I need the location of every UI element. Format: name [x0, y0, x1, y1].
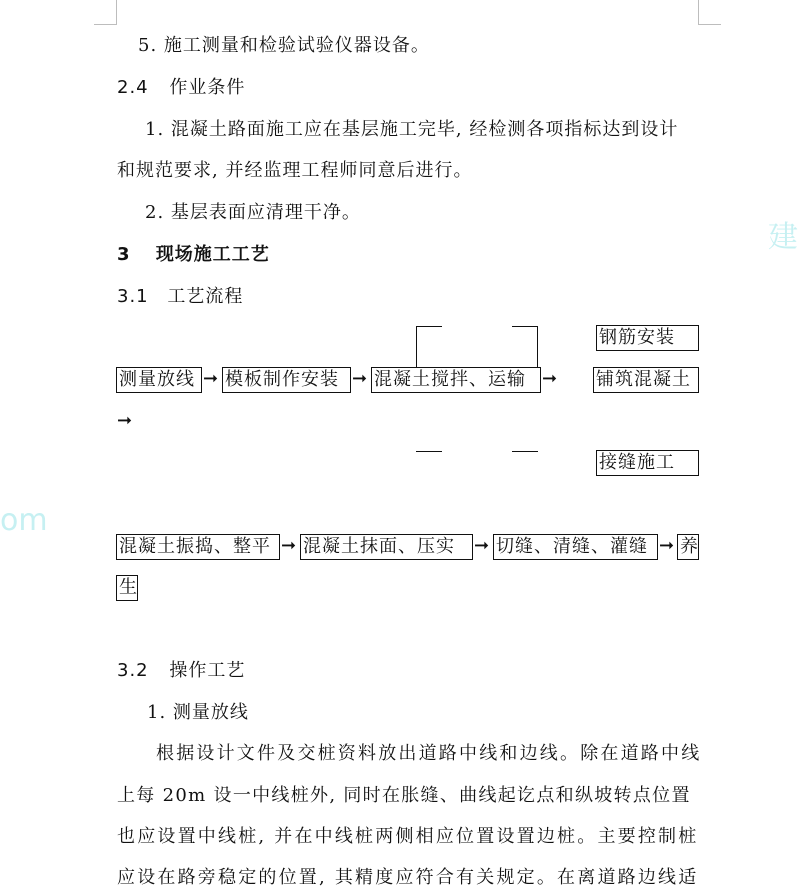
list-item-5: 5. 施工测量和检验试验仪器设备。 [138, 35, 430, 56]
flow-box-mixing: 混凝土搅拌、运输 [371, 367, 541, 393]
flow-box-vibrate: 混凝土振捣、整平 [116, 534, 280, 560]
watermark-left: om [0, 503, 48, 538]
flow-box-cut: 切缝、清缝、灌缝 [493, 534, 658, 560]
section-number: 3.2 [117, 660, 149, 681]
flow-arrow: ➞ [542, 368, 558, 389]
section-title: 工艺流程 [167, 286, 244, 307]
watermark-right: 建 [768, 220, 798, 255]
condition-1-line-1: 1. 混凝土路面施工应在基层施工完毕, 经检测各项指标达到设计 [145, 119, 679, 140]
paragraph-line-3: 也应设置中线桩, 并在中线桩两侧相应位置设置边桩。主要控制桩 [117, 826, 699, 847]
paragraph-line-2: 上每 20m 设一中线桩外, 同时在胀缝、曲线起讫点和纵坡转点位置 [117, 785, 691, 806]
flow-arrow: ➞ [474, 535, 490, 556]
flow-arrow: ➞ [352, 368, 368, 389]
section-title: 作业条件 [169, 77, 246, 98]
section-number: 3.1 [117, 286, 149, 307]
section-3-1-heading [117, 285, 243, 309]
flow-arrow: ➞ [203, 368, 219, 389]
section-number: 3 [117, 244, 131, 265]
connector-line [537, 326, 538, 368]
page-corner-top-left [94, 0, 117, 25]
section-2-4-heading [117, 76, 245, 100]
section-3-2-heading [117, 659, 245, 683]
flow-box-formwork: 模板制作安装 [222, 367, 351, 393]
section-title: 现场施工工艺 [155, 244, 270, 265]
connector-line [416, 326, 417, 368]
section-3-heading [117, 243, 270, 267]
flow-box-cure-part1: 养 [677, 534, 699, 560]
section-title: 操作工艺 [169, 660, 246, 681]
operation-1-heading: 1. 测量放线 [147, 702, 249, 723]
connector-line [416, 451, 442, 452]
flow-box-joint: 接缝施工 [596, 450, 699, 476]
flow-arrow: ➞ [659, 535, 675, 556]
paragraph-line-4: 应设在路旁稳定的位置, 其精度应符合有关规定。在离道路边线适 [117, 867, 699, 888]
flow-box-rebar: 钢筋安装 [596, 325, 699, 351]
paragraph-line-1: 根据设计文件及交桩资料放出道路中线和边线。除在道路中线 [156, 743, 702, 764]
flow-box-paving: 铺筑混凝土 [593, 367, 699, 393]
page-corner-top-right [698, 0, 721, 25]
condition-2: 2. 基层表面应清理干净。 [145, 202, 361, 223]
flow-arrow: ➞ [281, 535, 297, 556]
connector-line [512, 326, 538, 327]
flow-arrow: ➞ [117, 410, 133, 431]
section-number: 2.4 [117, 77, 149, 98]
connector-line [416, 326, 442, 327]
condition-1-line-2: 和规范要求, 并经监理工程师同意后进行。 [117, 160, 473, 181]
flow-box-cure-part2: 生 [116, 575, 138, 601]
flow-box-survey: 测量放线 [116, 367, 202, 393]
flow-box-finish: 混凝土抹面、压实 [300, 534, 473, 560]
connector-line [512, 451, 538, 452]
